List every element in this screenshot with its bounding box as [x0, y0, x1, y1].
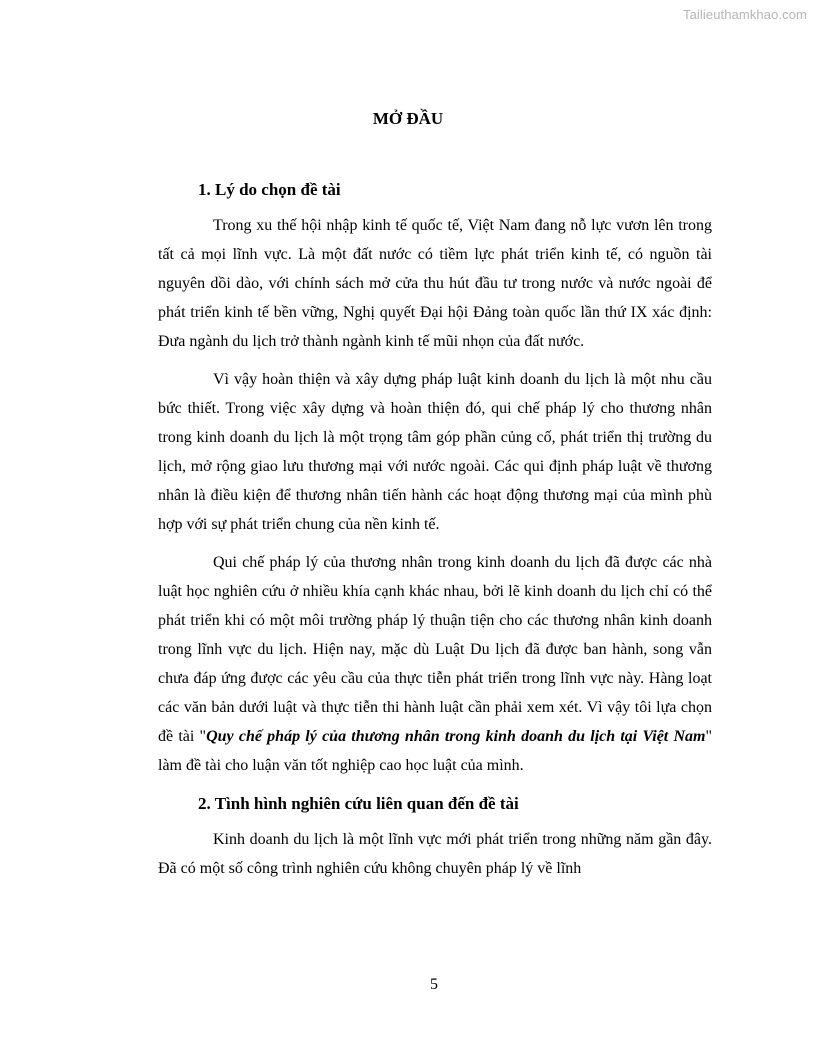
- paragraph-3-tail: " làm đề tài cho luận văn tốt nghiệp cao học luật của mình.: [158, 728, 713, 774]
- watermark: Tailieuthamkhao.com: [682, 7, 807, 22]
- paragraph-3-text: Qui chế pháp lý của thương nhân trong kinh doanh du lịch đã được các nhà luật học nghiên cứu ở nhiều khía cạnh khác nhau, bởi lẽ kinh doanh du lịch chỉ có thể phát triển khi có một môi trường pháp lý thuận tiện cho các thương nhân kinh doanh trong lĩnh vực du lịch. Hiện nay, mặc dù Luật Du lịch đã được ban hành, song vẫn chưa đáp ứng được các yêu cầu của thực tiễn phát triển trong lĩnh vực này. Hàng loạt các văn bản dưới luật và thực tiễn thi hành luật cần phải xem xét. Vì vậy tôi lựa chọn đề tài ": [158, 554, 712, 745]
- section-heading-1: 1. Lý do chọn đề tài: [198, 180, 341, 199]
- thesis-title-emphasis: Quy chế pháp lý của thương nhân trong kinh doanh du lịch tại Việt Nam: [206, 728, 706, 745]
- page-number: 5: [430, 976, 438, 993]
- document-body: [158, 175, 712, 892]
- paragraph-1: Trong xu thế hội nhập kinh tế quốc tế, Việt Nam đang nỗ lực vươn lên trong tất cả mọi lĩnh vực. Là một đất nước có tiềm lực phát triển kinh tế, có nguồn tài nguyên dồi dào, với chính sách mở cửa thu hút đầu tư trong nước và nước ngoài để phát triển kinh tế bền vững, Nghị quyết Đại hội Đảng toàn quốc lần thứ IX xác định: Đưa ngành du lịch trở thành ngành kinh tế mũi nhọn của đất nước.: [158, 217, 712, 350]
- paragraph-3: [158, 548, 712, 780]
- paragraph-4: Kinh doanh du lịch là một lĩnh vực mới phát triển trong những năm gần đây. Đã có một số công trình nghiên cứu không chuyên pháp lý về lĩnh: [158, 831, 712, 877]
- paragraph-2: Vì vậy hoàn thiện và xây dựng pháp luật kinh doanh du lịch là một nhu cầu bức thiết. Trong việc xây dựng và hoàn thiện đó, qui chế pháp lý cho thương nhân trong kinh doanh du lịch là một trọng tâm góp phần củng cố, phát triển thị trường du lịch, mở rộng giao lưu thương mại với nước ngoài. Các qui định pháp luật về thương nhân là điều kiện để thương nhân tiến hành các hoạt động thương mại của mình phù hợp với sự phát triển chung của nền kinh tế.: [158, 371, 712, 533]
- page-title: MỞ ĐẦU: [372, 109, 444, 128]
- section-heading-2: 2. Tình hình nghiên cứu liên quan đến đề tài: [198, 794, 519, 813]
